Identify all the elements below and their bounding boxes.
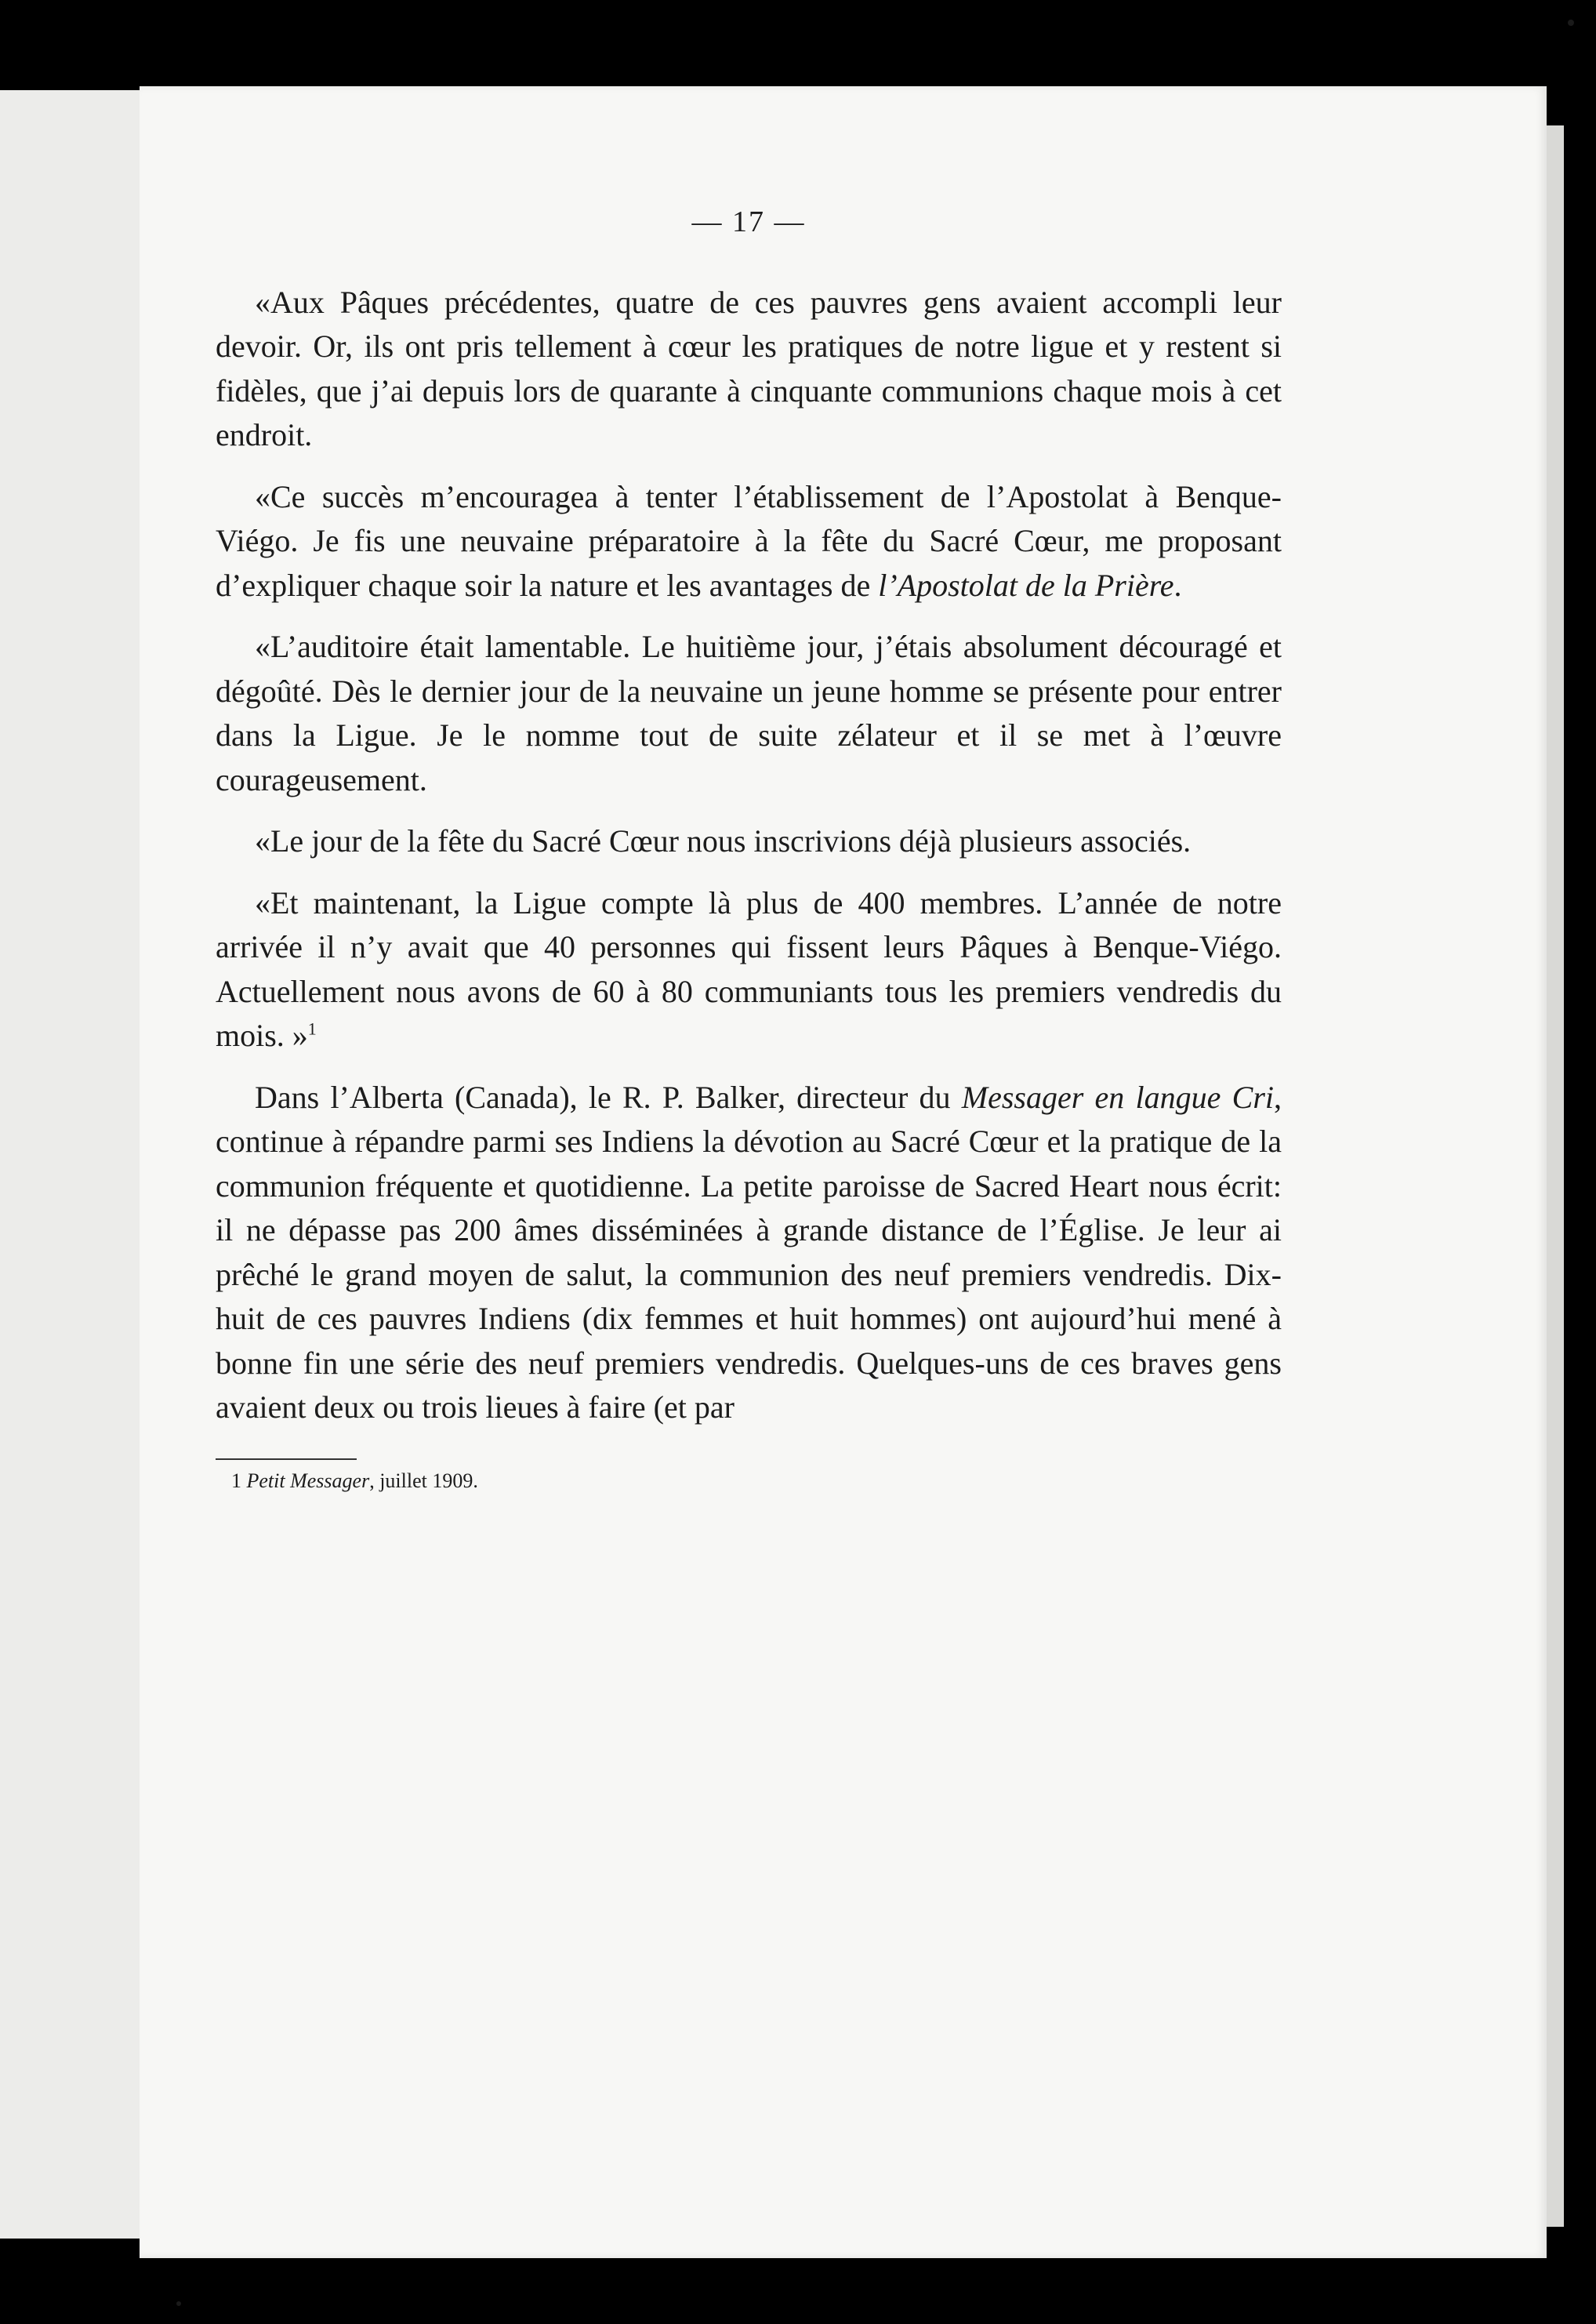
scan-speck [176,2301,181,2306]
footnote-text: , juillet 1909. [369,1469,478,1492]
paragraph-text: Dans l’Alberta (Canada), le R. P. Balker, directeur du [255,1079,962,1115]
page-stack-edge [1547,125,1564,2227]
footnote-reference: 1 [307,1019,317,1039]
paragraph [216,819,1282,864]
paragraph [216,475,1282,608]
paragraph-text: . [1173,567,1182,603]
scan-speck [1568,20,1574,26]
page-number: — 17 — [691,205,806,238]
paragraph-text: «Le jour de la fête du Sacré Cœur nous inscrivions déjà plusieurs associés. [255,823,1192,859]
footnote-number: 1 [231,1469,241,1492]
footnote [216,1468,1282,1494]
paragraph [216,1076,1282,1430]
paragraph-text: «L’auditoire était lamentable. Le huitième jour, j’étais absolument découragé et dégoûté. Dès le dernier jour de la neuvaine un jeune homme se présente pour entrer dans la Ligue. Je le nomme tout de suite zélateur et il se met à l’œuvre courageusement. [216,629,1282,797]
previous-page-edge [0,90,142,2239]
paragraph [216,881,1282,1059]
paragraph-text: «Aux Pâques précédentes, quatre de ces pauvres gens avaient accompli leur devoir. Or, ils ont pris tellement à cœur les pratiques de notre ligue et y restent si fidèles, que j’ai depuis lors de quarante à cinquante communions chaque mois à cet endroit. [216,284,1282,452]
paragraph-text: , continue à répandre parmi ses Indiens la dévotion au Sacré Cœur et la pratique de la communion fréquente et quotidienne. La petite paroisse de Sacred Heart nous écrit: il ne dépasse pas 200 âmes disséminées à grande distance de l’Église. Je leur ai prêché le grand moyen de salut, la communion des neuf premiers vendredis. Dix-huit de ces pauvres Indiens (dix femmes et huit hommes) ont aujourd’hui mené à bonne fin une série des neuf premiers vendredis. Quelques-uns de ces braves gens avaient deux ou trois lieues à faire (et par [216,1079,1282,1425]
page-text [216,200,1282,1494]
paragraph [216,625,1282,802]
footnote-title: Petit Messager [246,1469,370,1492]
paragraph [216,281,1282,458]
italic-title: l’Apostolat de la Prière [878,567,1174,603]
paragraph-text: «Ce succès m’encouragea à tenter l’établissement de l’Apostolat à Benque-Viégo. Je fis une neuvaine préparatoire à la fête du Sacré Cœur, me proposant d’expliquer chaque soir la nature et les avantages de [216,478,1282,603]
italic-title: Messager en langue Cri [961,1079,1274,1115]
paragraph-text: «Et maintenant, la Ligue compte là plus de 400 membres. L’année de notre arrivée il n’y avait que 40 personnes qui fissent leurs Pâques à Benque-Viégo. Actuellement nous avons de 60 à 80 communiants tous les premiers vendredis du mois. » [216,884,1282,1053]
footnote-divider [216,1458,357,1460]
